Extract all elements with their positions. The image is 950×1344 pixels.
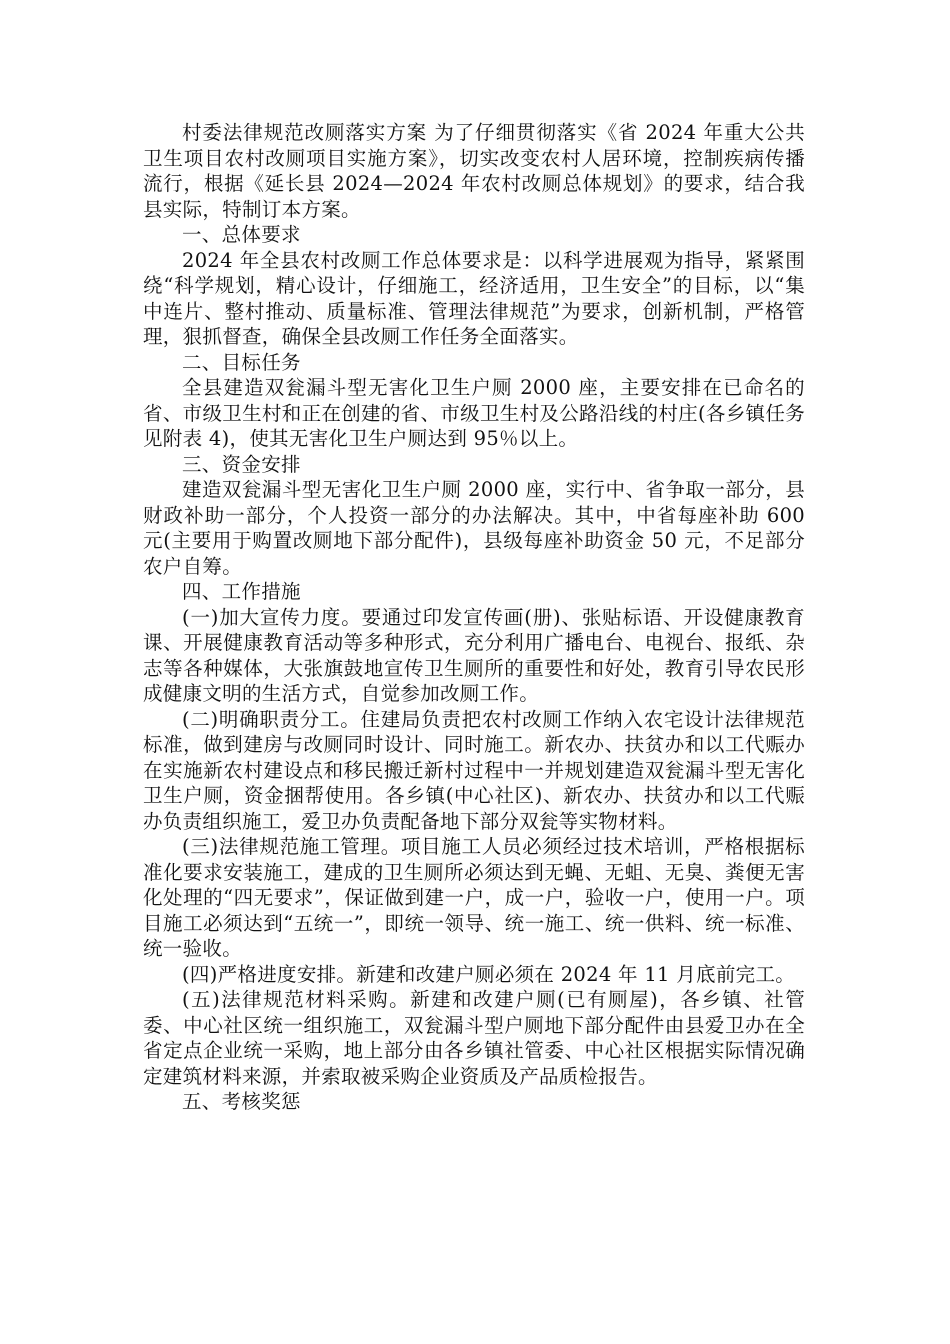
intro-paragraph: 村委法律规范改厕落实方案 为了仔细贯彻落实《省 2024 年重大公共卫生项目农村改厕项目实施方案》，切实改变农村人居环境，控制疾病传播流行，根据《延长县 2024—2024 年农村改厕总体规划》的要求，结合我县实际，特制订本方案。 [143, 121, 805, 221]
section-1-paragraph-1: 2024 年全县农村改厕工作总体要求是：以科学进展观为指导，紧紧围绕“科学规划，精心设计，仔细施工，经济适用，卫生安全”的目标，以“集中连片、整村推动、质量标准、管理法律规范”为要求，创新机制，严格管理，狠抓督查，确保全县改厕工作任务全面落实。 [143, 248, 805, 348]
section-heading-5: 五、考核奖惩 [182, 1090, 301, 1113]
section-4-paragraph-4: (四)严格进度安排。新建和改建户厕必须在 2024 年 11 月底前完工。 [182, 962, 796, 986]
section-3-paragraph-1: 建造双瓮漏斗型无害化卫生户厕 2000 座，实行中、省争取一部分，县财政补助一部分，个人投资一部分的办法解决。其中，中省每座补助 600 元(主要用于购置改厕地下部分配件)，县级每座补助资金 50 元，不足部分农户自筹。 [143, 478, 805, 578]
section-heading-4: 四、工作措施 [182, 580, 301, 603]
section-4-paragraph-2: (二)明确职责分工。住建局负责把农村改厕工作纳入农宅设计法律规范标准，做到建房与改厕同时设计、同时施工。新农办、扶贫办和以工代赈办在实施新农村建设点和移民搬迁新村过程中一并规划建造双瓮漏斗型无害化卫生户厕，资金捆帮使用。各乡镇(中心社区)、新农办、扶贫办和以工代赈办负责组织施工，爱卫办负责配备地下部分双瓮等实物材料。 [143, 707, 805, 833]
section-heading-1: 一、总体要求 [182, 223, 301, 246]
section-heading-2: 二、目标任务 [182, 350, 301, 374]
section-4-paragraph-3: (三)法律规范施工管理。项目施工人员必须经过技术培训，严格根据标准化要求安装施工，建成的卫生厕所必须达到无蝇、无蛆、无臭、粪便无害化处理的“四无要求”，保证做到建一户，成一户，验收一户，使用一户。项目施工必须达到“五统一”，即统一领导、统一施工、统一供料、统一标准、统一验收。 [143, 835, 805, 960]
document-page [143, 120, 805, 1115]
section-heading-3: 三、资金安排 [182, 452, 301, 476]
section-4-paragraph-5: (五)法律规范材料采购。新建和改建户厕(已有厕屋)，各乡镇、社管委、中心社区统一组织施工，双瓮漏斗型户厕地下部分配件由县爱卫办在全省定点企业统一采购，地上部分由各乡镇社管委、中心社区根据实际情况确定建筑材料来源，并索取被采购企业资质及产品质检报告。 [143, 988, 805, 1088]
section-2-paragraph-1: 全县建造双瓮漏斗型无害化卫生户厕 2000 座，主要安排在已命名的省、市级卫生村和正在创建的省、市级卫生村及公路沿线的村庄(各乡镇任务见附表 4)，使其无害化卫生户厕达到 95％以上。 [143, 376, 805, 450]
section-4-paragraph-1: (一)加大宣传力度。要通过印发宣传画(册)、张贴标语、开设健康教育课、开展健康教育活动等多种形式，充分利用广播电台、电视台、报纸、杂志等各种媒体，大张旗鼓地宣传卫生厕所的重要性和好处，教育引导农民形成健康文明的生活方式，自觉参加改厕工作。 [143, 605, 805, 705]
